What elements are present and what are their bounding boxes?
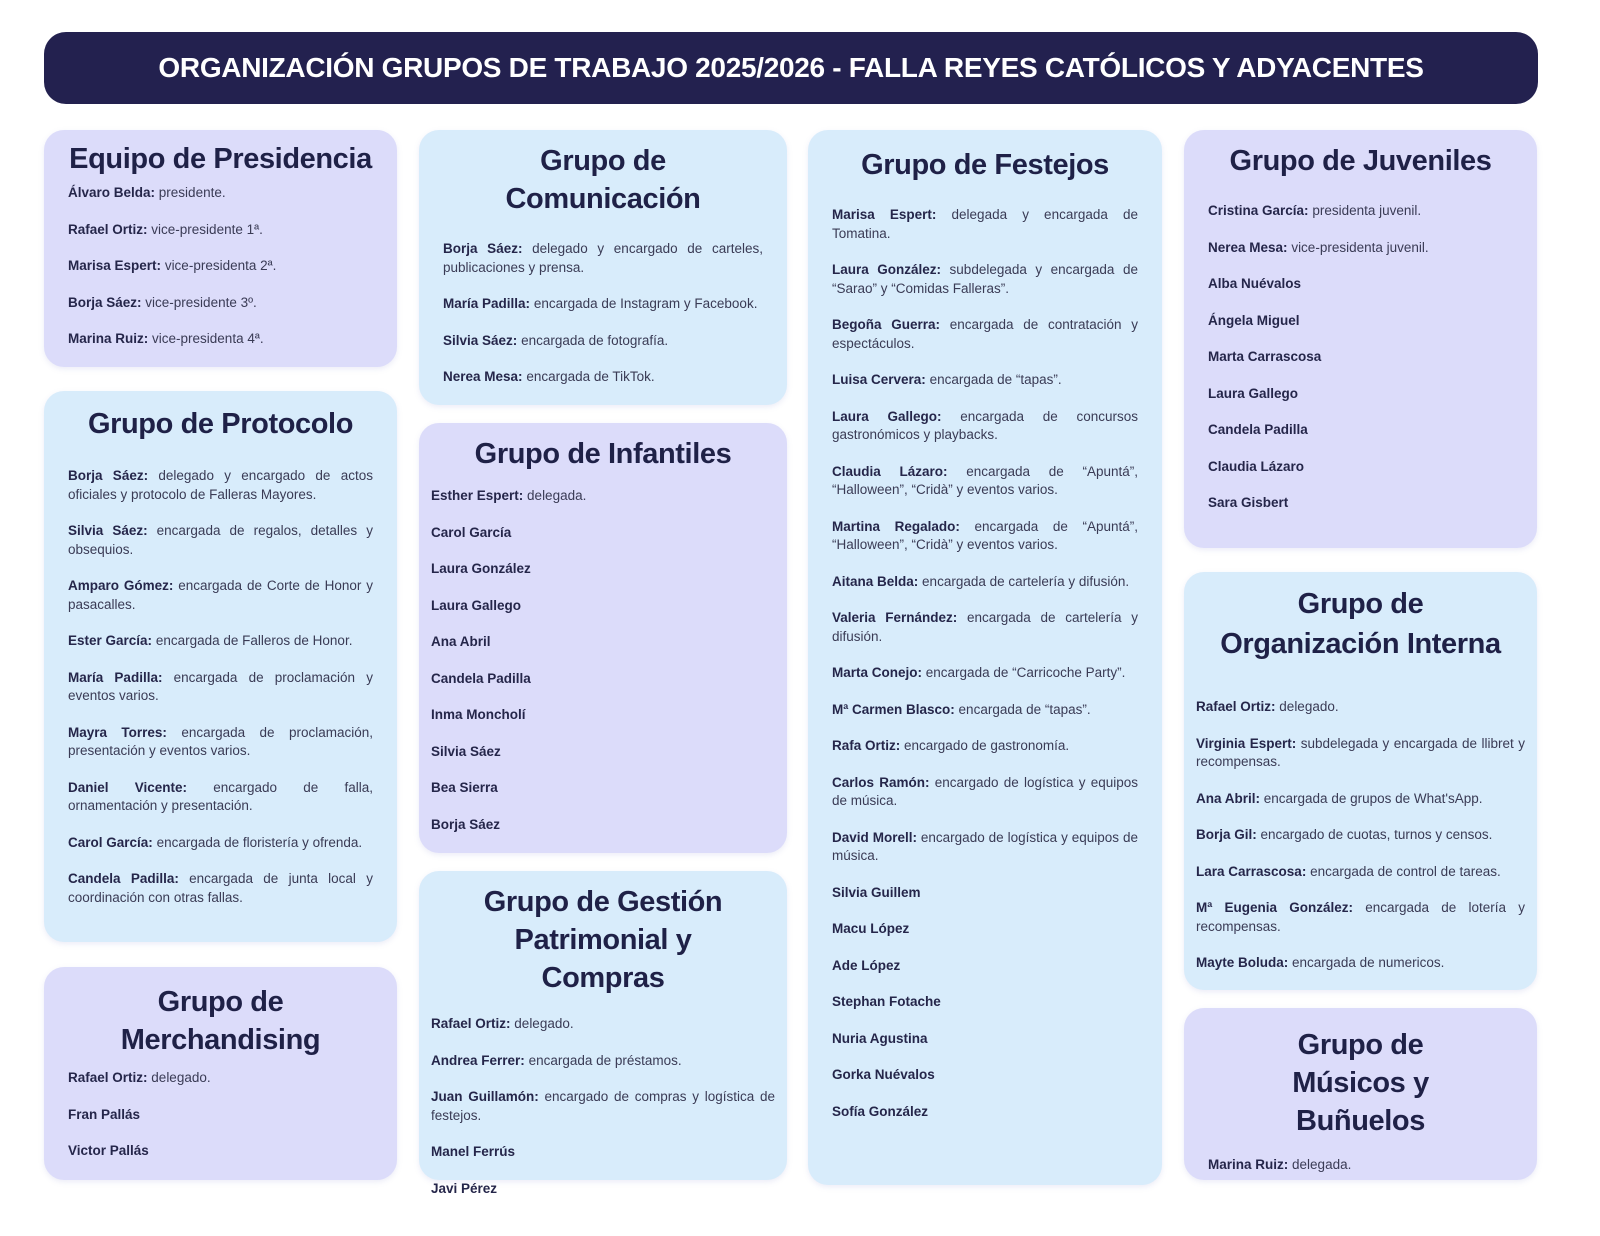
group-title: Grupo de Juveniles bbox=[1229, 145, 1492, 177]
member-item bbox=[832, 664, 1138, 683]
member-role: encargado de compras y logística de festejos. bbox=[431, 1089, 775, 1123]
member-role: presidente. bbox=[158, 185, 226, 200]
member-item bbox=[1208, 202, 1513, 221]
member-name: Luisa Cervera: bbox=[832, 372, 926, 387]
member-role: encargada de lotería y recompensas. bbox=[1196, 900, 1525, 934]
member-name: Marina Ruiz: bbox=[1208, 1157, 1289, 1172]
member-role: encargada de préstamos. bbox=[528, 1052, 682, 1068]
member-name: Begoña Guerra: bbox=[832, 317, 940, 332]
member-item bbox=[68, 1142, 373, 1161]
member-role: encargada de Instagram y Facebook. bbox=[533, 296, 758, 311]
member-role: encargada de control de tareas. bbox=[1310, 863, 1501, 879]
member-name: Daniel Vicente: bbox=[68, 779, 187, 795]
group-title: Grupo de Protocolo bbox=[87, 408, 354, 440]
member-role: encargada de proclamación y eventos varios. bbox=[68, 669, 373, 703]
member-item bbox=[443, 240, 763, 277]
member-name: Candela Padilla bbox=[431, 670, 531, 686]
member-name: Lara Carrascosa: bbox=[1196, 863, 1307, 879]
member-name: Ana Abril: bbox=[1196, 790, 1260, 806]
group-card-merchandising bbox=[44, 967, 397, 1180]
member-name: Laura González: bbox=[832, 262, 942, 277]
member-role: encargada de “Apuntá”, “Halloween”, “Cridà” y eventos varios. bbox=[832, 518, 1138, 552]
member-role: encargado de falla, ornamentación y presentación. bbox=[68, 779, 373, 813]
member-name: Mayte Boluda: bbox=[1196, 955, 1289, 970]
member-item bbox=[832, 884, 1138, 903]
member-name: Stephan Fotache bbox=[832, 994, 941, 1009]
member-name: Carol García bbox=[431, 524, 512, 540]
member-item bbox=[443, 368, 763, 387]
member-role: vice-presidente 1ª. bbox=[151, 221, 263, 237]
member-item bbox=[832, 1030, 1138, 1049]
member-item bbox=[832, 1066, 1138, 1085]
member-name: Claudia Lázaro bbox=[1208, 458, 1305, 474]
member-name: Juan Guillamón: bbox=[431, 1089, 539, 1104]
member-item bbox=[832, 371, 1138, 390]
member-name: Laura Gallego: bbox=[832, 408, 942, 424]
member-name: Carlos Ramón: bbox=[832, 774, 930, 790]
member-name: María Padilla: bbox=[68, 669, 163, 685]
member-name: Sara Gisbert bbox=[1208, 495, 1289, 510]
member-name: Candela Padilla bbox=[1208, 422, 1308, 437]
group-title: Grupo de Infantiles bbox=[474, 438, 732, 470]
member-role: encargada de cartelería y difusión. bbox=[832, 610, 1138, 644]
member-item bbox=[1208, 421, 1513, 440]
member-item bbox=[832, 957, 1138, 976]
member-item bbox=[832, 463, 1138, 500]
member-item bbox=[431, 1180, 775, 1199]
group-card-comunicacion bbox=[419, 130, 787, 405]
member-role: encargada de grupos de What'sApp. bbox=[1263, 790, 1483, 806]
group-title: Grupo de Gestión Patrimonial y Compras bbox=[483, 886, 723, 994]
member-name: María Padilla: bbox=[443, 296, 531, 311]
member-name: Marisa Espert: bbox=[832, 207, 937, 222]
member-item bbox=[1196, 698, 1525, 717]
member-item bbox=[431, 487, 775, 506]
member-name: Álvaro Belda: bbox=[68, 185, 156, 200]
member-role: encargado de logística y equipos de música. bbox=[832, 774, 1138, 808]
member-role: encargada de “tapas”. bbox=[929, 372, 1062, 387]
member-role: delegado y encargado de carteles, publicaciones y prensa. bbox=[443, 241, 763, 275]
member-role: encargada de proclamación, presentación y eventos varios. bbox=[68, 724, 373, 758]
member-name: Carol García: bbox=[68, 834, 153, 850]
group-card-infantiles bbox=[419, 423, 787, 853]
member-item bbox=[68, 577, 373, 614]
member-role: delegada y encargada de Tomatina. bbox=[832, 207, 1138, 241]
member-item bbox=[68, 834, 373, 853]
member-item bbox=[1196, 954, 1525, 973]
member-name: Mª Carmen Blasco: bbox=[832, 701, 955, 717]
member-name: Manel Ferrús bbox=[431, 1144, 516, 1159]
member-item bbox=[431, 1088, 775, 1125]
member-item bbox=[68, 779, 373, 816]
member-item bbox=[832, 1103, 1138, 1122]
member-role: encargado de cuotas, turnos y censos. bbox=[1260, 827, 1493, 842]
member-name: Nuria Agustina bbox=[832, 1030, 928, 1046]
member-role: encargada de cartelería y difusión. bbox=[922, 573, 1130, 589]
member-role: encargada de fotografía. bbox=[521, 332, 669, 348]
member-item bbox=[1208, 239, 1513, 258]
member-item bbox=[1196, 790, 1525, 809]
member-name: Borja Sáez: bbox=[443, 241, 523, 256]
member-name: Laura González bbox=[431, 561, 531, 576]
member-name: Marta Carrascosa bbox=[1208, 349, 1322, 364]
member-item bbox=[431, 779, 775, 798]
member-item bbox=[832, 829, 1138, 866]
group-card-presidencia bbox=[44, 130, 397, 367]
member-role: delegada. bbox=[1292, 1157, 1352, 1172]
member-item bbox=[832, 774, 1138, 811]
member-role: delegado. bbox=[151, 1070, 211, 1085]
member-role: delegado. bbox=[514, 1016, 574, 1031]
group-card-musicos bbox=[1184, 1008, 1537, 1180]
member-name: Javi Pérez bbox=[431, 1180, 498, 1196]
member-role: encargada de floristería y ofrenda. bbox=[156, 834, 363, 850]
member-item bbox=[68, 870, 373, 907]
member-name: Bea Sierra bbox=[431, 780, 498, 795]
member-role: encargada de Corte de Honor y pasacalles. bbox=[68, 578, 373, 612]
member-item bbox=[1196, 899, 1525, 936]
member-name: Borja Sáez: bbox=[68, 468, 149, 483]
member-name: Silvia Sáez: bbox=[68, 523, 148, 538]
group-card-festejos bbox=[808, 130, 1162, 1185]
member-item bbox=[832, 701, 1138, 720]
member-name: Laura Gallego bbox=[1208, 385, 1299, 401]
member-item bbox=[431, 706, 775, 725]
member-name: Valeria Fernández: bbox=[832, 610, 958, 625]
member-role: encargado de logística y equipos de música. bbox=[832, 829, 1138, 863]
group-card-protocolo bbox=[44, 391, 397, 942]
member-item bbox=[431, 524, 775, 543]
member-item bbox=[68, 1069, 373, 1088]
member-role: vice-presidenta juvenil. bbox=[1291, 239, 1429, 255]
member-name: Gorka Nuévalos bbox=[832, 1067, 935, 1082]
member-name: Macu López bbox=[832, 921, 910, 936]
member-role: encargada de junta local y coordinación con otras fallas. bbox=[68, 871, 373, 905]
member-item bbox=[68, 1106, 373, 1125]
group-card-juveniles bbox=[1184, 130, 1537, 548]
member-item bbox=[431, 597, 775, 616]
member-name: Ade López bbox=[832, 957, 901, 973]
member-role: encargada de “Carricoche Party”. bbox=[925, 665, 1126, 680]
member-name: Esther Espert: bbox=[431, 488, 524, 503]
member-item bbox=[1208, 275, 1513, 294]
member-name: Rafa Ortiz: bbox=[832, 738, 901, 753]
member-name: Ana Abril bbox=[431, 634, 491, 649]
member-item bbox=[431, 1143, 775, 1162]
member-name: Cristina García: bbox=[1208, 203, 1309, 218]
member-item bbox=[68, 724, 373, 761]
member-item bbox=[832, 993, 1138, 1012]
member-item bbox=[68, 669, 373, 706]
member-name: Mª Eugenia González: bbox=[1196, 900, 1353, 915]
group-title: Equipo de Presidencia bbox=[69, 143, 372, 175]
group-card-gestion bbox=[419, 871, 787, 1196]
member-role: encargada de “tapas”. bbox=[958, 701, 1091, 717]
member-item bbox=[431, 560, 775, 579]
member-role: encargada de TikTok. bbox=[526, 369, 655, 384]
member-role: encargada de “Apuntá”, “Halloween”, “Cridà” y eventos varios. bbox=[832, 463, 1138, 497]
member-role: encargada de concursos gastronómicos y playbacks. bbox=[832, 408, 1138, 442]
group-title: Grupo de Merchandising bbox=[120, 986, 321, 1056]
member-item bbox=[443, 295, 763, 314]
member-name: Fran Pallás bbox=[68, 1106, 141, 1122]
member-name: Rafael Ortiz: bbox=[68, 1070, 148, 1085]
member-item bbox=[832, 261, 1138, 298]
member-item bbox=[431, 633, 775, 652]
member-role: subdelegada y encargada de llibret y recompensas. bbox=[1196, 735, 1526, 769]
member-name: Laura Gallego bbox=[431, 597, 522, 613]
member-name: Ángela Miguel bbox=[1208, 312, 1300, 328]
member-name: Nerea Mesa: bbox=[1208, 239, 1288, 255]
member-role: encargada de regalos, detalles y obsequios. bbox=[68, 523, 373, 557]
member-name: Candela Padilla: bbox=[68, 871, 179, 886]
member-item bbox=[443, 332, 763, 351]
member-item bbox=[832, 316, 1138, 353]
member-role: encargada de numericos. bbox=[1292, 955, 1445, 970]
member-role: vice-presidenta 2ª. bbox=[164, 258, 277, 273]
member-item bbox=[832, 518, 1138, 555]
title-banner bbox=[44, 32, 1538, 104]
member-role: delegado. bbox=[1279, 699, 1339, 714]
group-card-organizacion bbox=[1184, 572, 1537, 990]
member-name: David Morell: bbox=[832, 829, 917, 845]
member-role: vice-presidente 3º. bbox=[145, 294, 257, 310]
member-item bbox=[431, 816, 775, 835]
member-name: Borja Sáez bbox=[431, 816, 501, 832]
member-name: Borja Sáez: bbox=[68, 294, 142, 310]
member-role: encargado de gastronomía. bbox=[904, 738, 1070, 753]
member-name: Ester García: bbox=[68, 633, 153, 648]
member-role: delegada. bbox=[527, 488, 587, 503]
member-name: Silvia Sáez bbox=[431, 743, 501, 759]
member-item bbox=[832, 408, 1138, 445]
member-name: Nerea Mesa: bbox=[443, 369, 523, 384]
member-name: Amparo Gómez: bbox=[68, 578, 174, 593]
member-item bbox=[1208, 348, 1513, 367]
member-item bbox=[68, 184, 373, 203]
group-title: Grupo de Organización Interna bbox=[1220, 588, 1501, 660]
member-name: Martina Regalado: bbox=[832, 518, 960, 534]
member-role: encargada de Falleros de Honor. bbox=[155, 633, 353, 648]
member-name: Inma Moncholí bbox=[431, 707, 526, 722]
group-title: Grupo de Comunicación bbox=[505, 145, 701, 215]
member-name: Sofía González bbox=[832, 1103, 929, 1119]
member-name: Rafael Ortiz: bbox=[68, 221, 148, 237]
member-item bbox=[68, 294, 373, 313]
member-item bbox=[832, 609, 1138, 646]
member-name: Marina Ruiz: bbox=[68, 331, 149, 346]
member-item bbox=[832, 920, 1138, 939]
group-title: Grupo de Festejos bbox=[861, 149, 1109, 181]
member-item bbox=[1208, 385, 1513, 404]
member-item bbox=[68, 522, 373, 559]
member-name: Marisa Espert: bbox=[68, 258, 162, 273]
group-title: Grupo de Músicos y Buñuelos bbox=[1292, 1029, 1429, 1137]
member-item bbox=[1196, 826, 1525, 845]
member-name: Victor Pallás bbox=[68, 1143, 149, 1158]
member-role: delegado y encargado de actos oficiales y protocolo de Falleras Mayores. bbox=[68, 468, 373, 502]
member-name: Marta Conejo: bbox=[832, 665, 923, 680]
page-title: ORGANIZACIÓN GRUPOS DE TRABAJO 2025/2026 - FALLA REYES CATÓLICOS Y ADYACENTES bbox=[158, 52, 1424, 83]
member-name: Rafael Ortiz: bbox=[431, 1016, 511, 1031]
member-item bbox=[431, 1015, 775, 1034]
member-name: Virginia Espert: bbox=[1196, 735, 1297, 751]
member-name: Silvia Sáez: bbox=[443, 332, 518, 348]
member-item bbox=[68, 467, 373, 504]
member-item bbox=[1208, 312, 1513, 331]
member-item bbox=[68, 221, 373, 240]
member-name: Aitana Belda: bbox=[832, 573, 919, 589]
member-name: Mayra Torres: bbox=[68, 724, 167, 740]
member-item bbox=[431, 1052, 775, 1071]
member-role: encargada de contratación y espectáculos. bbox=[832, 317, 1138, 351]
member-name: Rafael Ortiz: bbox=[1196, 699, 1276, 714]
member-item bbox=[68, 330, 373, 349]
member-item bbox=[832, 737, 1138, 756]
member-item bbox=[68, 257, 373, 276]
member-item bbox=[832, 206, 1138, 243]
member-item bbox=[1208, 494, 1513, 513]
member-name: Silvia Guillem bbox=[832, 884, 921, 900]
member-item bbox=[68, 632, 373, 651]
member-item bbox=[431, 670, 775, 689]
member-item bbox=[431, 743, 775, 762]
member-item bbox=[1208, 458, 1513, 477]
member-name: Andrea Ferrer: bbox=[431, 1052, 525, 1068]
member-role: presidenta juvenil. bbox=[1312, 203, 1422, 218]
member-item bbox=[1208, 1156, 1513, 1175]
member-role: subdelegada y encargada de “Sarao” y “Comidas Falleras”. bbox=[832, 262, 1138, 296]
member-name: Alba Nuévalos bbox=[1208, 276, 1302, 291]
member-item bbox=[1196, 735, 1525, 772]
member-name: Claudia Lázaro: bbox=[832, 463, 948, 479]
member-item bbox=[832, 573, 1138, 592]
member-item bbox=[1196, 863, 1525, 882]
member-name: Borja Gil: bbox=[1196, 827, 1257, 842]
member-role: vice-presidenta 4ª. bbox=[152, 331, 264, 346]
